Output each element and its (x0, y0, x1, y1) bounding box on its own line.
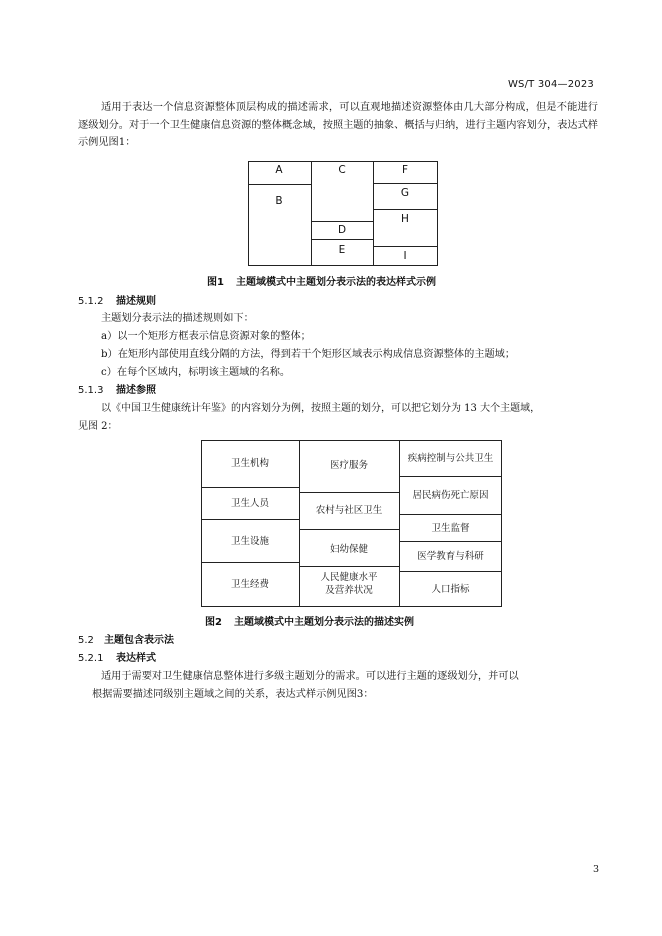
section-number: 5.1.2 (78, 296, 104, 307)
section-title: 描述规则 (116, 296, 156, 307)
divider (299, 566, 399, 567)
fig1-cell-h: H (401, 213, 409, 225)
divider (201, 562, 299, 563)
intro-paragraph: 适用于表达一个信息资源整体顶层构成的描述需求，可以直观地描述资源整体由几大部分构成，但是不能进行逐级划分。对于一个卫生健康信息资源的整体概念域，按照主题的抽象、概括与归纳，进行主题内容划分，表达式样示例见图1： (78, 102, 598, 148)
fig1-cell-d: D (337, 224, 347, 236)
section-5-1-2-heading (78, 292, 156, 307)
figure-2 (201, 440, 502, 607)
section-5-1-3-text-line1: 以《中国卫生健康统计年鉴》的内容划分为例，按照主题的划分，可以把它划分为 13 大个主题域， (101, 403, 541, 414)
fig2-cell-health-personnel: 卫生人员 (230, 498, 269, 509)
fig2-cell-medical-education: 医学教育与科研 (417, 551, 484, 562)
section-5-2-heading (78, 631, 174, 646)
divider (299, 529, 399, 530)
fig1-cell-b: B (275, 195, 283, 207)
figure-2-caption (205, 613, 414, 628)
fig2-cell-health-facilities: 卫生设施 (230, 536, 269, 547)
divider (311, 239, 373, 240)
divider (373, 246, 438, 247)
fig2-cell-causes-of-death: 居民病伤死亡原因 (412, 490, 489, 501)
section-number: 5.2.1 (78, 653, 104, 664)
divider (399, 476, 502, 477)
section-title: 表达样式 (116, 653, 156, 664)
fig2-cell-health-supervision: 卫生监督 (431, 523, 470, 534)
rule-item-a: a）以一个矩形方框表示信息资源对象的整体； (101, 331, 311, 342)
figure-1-caption-text: 主题域模式中主题划分表示法的表达样式示例 (235, 277, 436, 288)
section-5-2-1-heading (78, 649, 156, 664)
divider (299, 492, 399, 493)
section-5-2-1-text-line2: 根据需要描述同级别主题域之间的关系，表达式样示例见图3： (92, 689, 374, 700)
divider (399, 571, 502, 572)
fig2-cell-population-indicators: 人口指标 (431, 584, 470, 595)
fig1-cell-f: F (401, 164, 409, 176)
fig2-cell-health-nutrition-line2: 及营养状况 (325, 585, 373, 596)
document-code: WS/T 304—2023 (507, 79, 594, 90)
divider (311, 221, 373, 222)
fig2-cell-medical-services: 医疗服务 (329, 460, 368, 471)
divider (399, 541, 502, 542)
section-5-1-3-text-line2: 见图 2： (78, 421, 118, 432)
figure-2-caption-text: 主题域模式中主题划分表示法的描述实例 (233, 617, 414, 628)
fig2-cell-rural-community-health: 农村与社区卫生 (315, 505, 383, 516)
divider (373, 209, 438, 210)
page-number: 3 (592, 864, 599, 875)
section-5-2-1-text-line1: 适用于需要对卫生健康信息整体进行多级主题划分的需求。可以进行主题的逐级划分，并可以 (101, 671, 519, 682)
divider (373, 161, 374, 266)
rule-item-b: b）在矩形内部使用直线分隔的方法，得到若干个矩形区域表示构成信息资源整体的主题域； (101, 349, 516, 360)
fig2-cell-health-institutions: 卫生机构 (230, 458, 269, 469)
divider (248, 184, 311, 185)
fig1-cell-a: A (275, 164, 283, 176)
section-title: 主题包含表示法 (104, 635, 174, 646)
section-5-1-2-intro: 主题划分表示法的描述规则如下： (101, 313, 254, 324)
fig2-cell-health-funding: 卫生经费 (230, 579, 269, 590)
divider (201, 487, 299, 488)
fig2-cell-health-nutrition-line1: 人民健康水平 (320, 572, 378, 583)
fig1-cell-c: C (338, 164, 346, 176)
divider (399, 514, 502, 515)
divider (201, 519, 299, 520)
section-number: 5.1.3 (78, 385, 104, 396)
figure-1 (248, 161, 438, 266)
figure-2-caption-number: 图2 (205, 617, 222, 628)
rule-item-c: c）在每个区域内，标明该主题域的名称。 (101, 367, 291, 378)
figure-1-caption (207, 273, 436, 288)
section-title: 描述参照 (116, 385, 156, 396)
fig1-cell-g: G (400, 187, 410, 199)
divider (373, 183, 438, 184)
section-number: 5.2 (78, 635, 94, 646)
section-5-1-3-heading (78, 381, 156, 396)
fig1-cell-e: E (338, 244, 346, 256)
figure-1-caption-number: 图1 (207, 277, 224, 288)
fig2-cell-maternal-child-health: 妇幼保健 (329, 544, 368, 555)
fig2-cell-disease-control: 疾病控制与公共卫生 (407, 453, 494, 464)
fig1-cell-i: I (403, 250, 407, 262)
